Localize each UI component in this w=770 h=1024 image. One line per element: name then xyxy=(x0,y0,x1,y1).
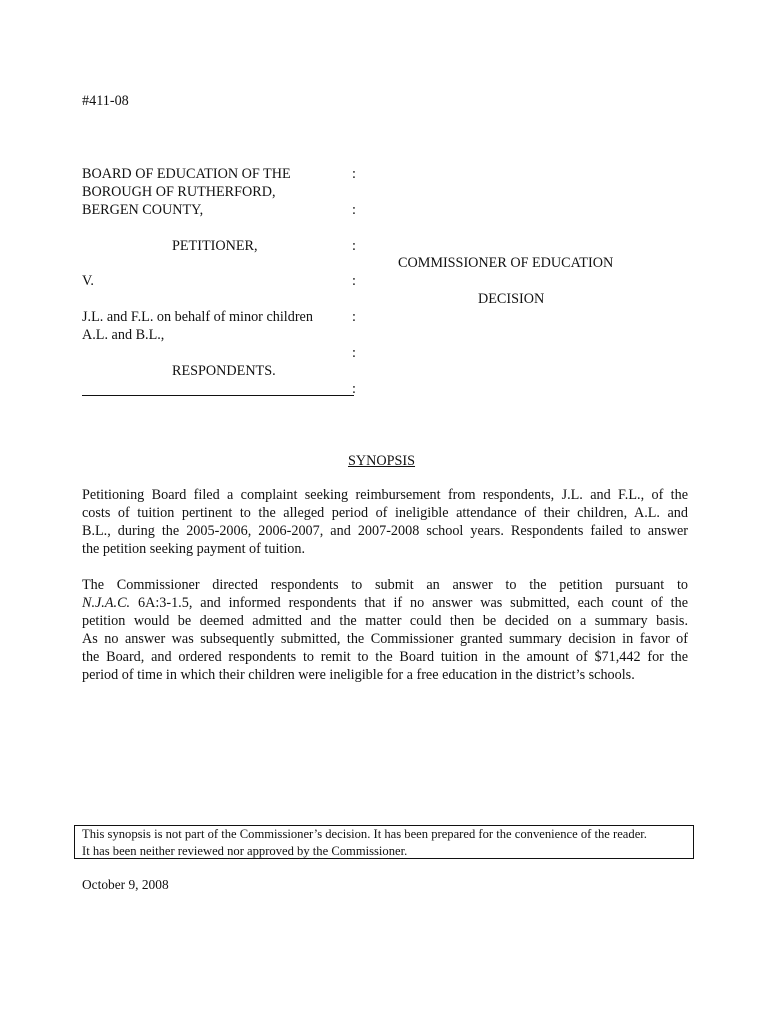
caption-colon: : xyxy=(352,381,356,397)
petitioner-name-line-2: BOROUGH OF RUTHERFORD, xyxy=(82,184,276,200)
disclaimer-box xyxy=(74,825,694,859)
paragraph-line: As no answer was subsequently submitted, the Commissioner granted summary decision in favor of xyxy=(82,631,688,647)
paragraph-line: costs of tuition pertinent to the alleged period of ineligible attendance of their children, A.L. and xyxy=(82,505,688,521)
respondent-name-line-2: A.L. and B.L., xyxy=(82,327,165,343)
paragraph-line: B.L., during the 2005-2006, 2006-2007, and 2007-2008 school years. Respondents failed to answer xyxy=(82,523,688,539)
caption-colon: : xyxy=(352,345,356,361)
petitioner-role: PETITIONER, xyxy=(172,238,258,254)
synopsis-paragraph-2 xyxy=(82,576,688,684)
paragraph-line: the petition seeking payment of tuition. xyxy=(82,541,306,557)
petitioner-name-line-1: BOARD OF EDUCATION OF THE xyxy=(82,166,291,182)
paragraph-line: petition would be deemed admitted and the matter could then be decided on a summary basis. xyxy=(82,613,688,629)
disclaimer-line: This synopsis is not part of the Commissioner’s decision. It has been prepared for the convenience of the reader. xyxy=(82,827,647,841)
paragraph-line xyxy=(82,594,688,612)
caption-colon: : xyxy=(352,309,356,325)
paragraph-line: period of time in which their children were ineligible for a free education in the district’s schools. xyxy=(82,667,635,683)
caption-colon: : xyxy=(352,202,356,218)
versus-label: V. xyxy=(82,273,94,289)
synopsis-paragraph-1 xyxy=(82,486,688,558)
respondent-role: RESPONDENTS. xyxy=(172,363,276,379)
paragraph-line: The Commissioner directed respondents to submit an answer to the petition pursuant to xyxy=(82,577,688,593)
caption-colon: : xyxy=(352,166,356,182)
agency-title: COMMISSIONER OF EDUCATION xyxy=(398,255,614,271)
document-type: DECISION xyxy=(478,291,545,307)
caption-colon: : xyxy=(352,238,356,254)
caption-colon: : xyxy=(352,273,356,289)
respondent-name-line-1: J.L. and F.L. on behalf of minor children xyxy=(82,309,313,325)
disclaimer-line: It has been neither reviewed nor approved by the Commissioner. xyxy=(82,844,408,858)
docket-number: #411-08 xyxy=(82,93,129,109)
petitioner-name-line-3: BERGEN COUNTY, xyxy=(82,202,204,218)
caption-underline xyxy=(82,395,354,396)
paragraph-line-text: 6A:3-1.5, and informed respondents that if no answer was submitted, each count of the xyxy=(130,595,688,611)
decision-date: October 9, 2008 xyxy=(82,877,169,892)
synopsis-heading: SYNOPSIS xyxy=(348,453,416,469)
paragraph-line: the Board, and ordered respondents to remit to the Board tuition in the amount of $71,442 for the xyxy=(82,649,688,665)
regulation-citation: N.J.A.C. xyxy=(82,595,131,611)
paragraph-line: Petitioning Board filed a complaint seeking reimbursement from respondents, J.L. and F.L., of the xyxy=(82,487,688,503)
